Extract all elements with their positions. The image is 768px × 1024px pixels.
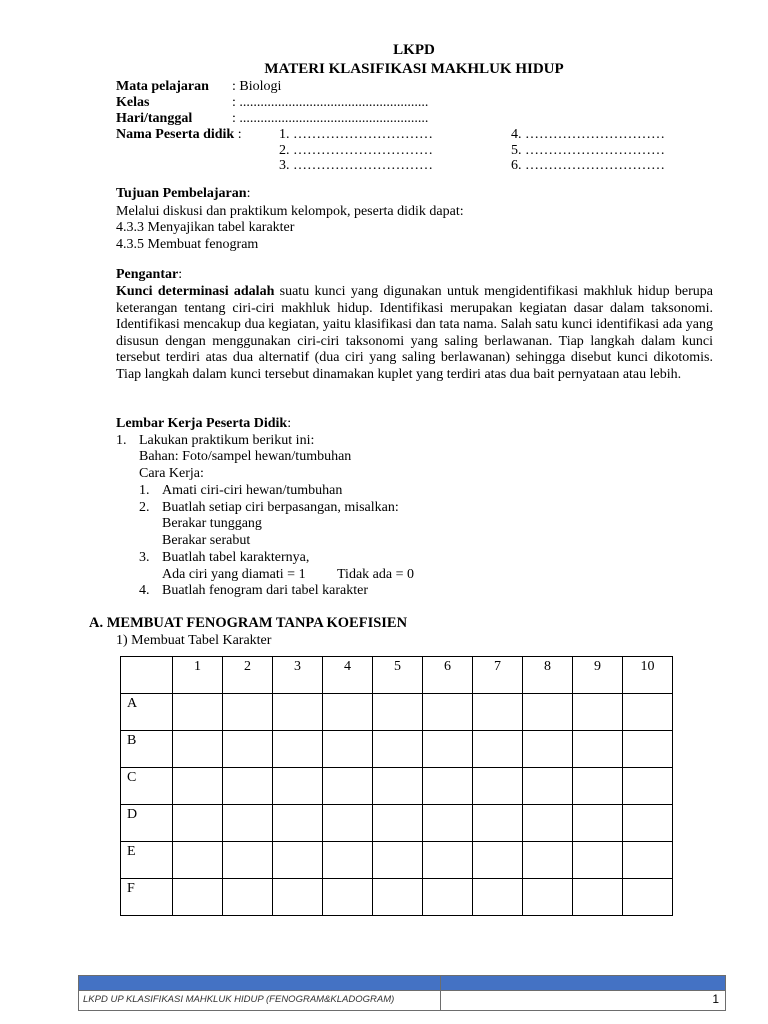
col-header: 3 xyxy=(273,657,323,694)
footer-bar-left xyxy=(79,976,440,990)
peserta-3: 3. ………………………… xyxy=(279,158,433,173)
table-cell[interactable] xyxy=(173,842,223,879)
step-text-4: Buatlah fenogram dari tabel karakter xyxy=(162,583,369,598)
tujuan-item-1: 4.3.3 Menyajikan tabel karakter xyxy=(116,220,295,235)
table-cell[interactable] xyxy=(423,694,473,731)
step-num-2: 2. xyxy=(139,500,150,515)
legend-ada: Ada ciri yang diamati = 1 xyxy=(162,567,306,582)
col-header: 4 xyxy=(323,657,373,694)
mapel-value: : Biologi xyxy=(232,79,282,94)
table-row xyxy=(121,768,673,805)
table-cell[interactable] xyxy=(473,842,523,879)
page-footer xyxy=(78,975,726,1011)
col-header: 9 xyxy=(573,657,623,694)
table-cell[interactable] xyxy=(473,879,523,916)
table-cell[interactable] xyxy=(573,842,623,879)
document-title: LKPD xyxy=(393,42,435,58)
example-serabut: Berakar serabut xyxy=(162,533,251,548)
peserta-5: 5. ………………………… xyxy=(511,143,665,158)
table-cell[interactable] xyxy=(273,842,323,879)
table-cell[interactable] xyxy=(273,768,323,805)
table-row xyxy=(121,731,673,768)
table-cell[interactable] xyxy=(273,694,323,731)
table-cell[interactable] xyxy=(623,842,673,879)
table-cell[interactable] xyxy=(373,768,423,805)
lkpd-step1-num: 1. xyxy=(116,433,127,448)
lkpd-cara: Cara Kerja: xyxy=(139,466,204,481)
table-cell[interactable] xyxy=(273,731,323,768)
table-cell[interactable] xyxy=(373,879,423,916)
table-cell[interactable] xyxy=(223,694,273,731)
tujuan-item-2: 4.3.5 Membuat fenogram xyxy=(116,237,259,252)
mapel-label: Mata pelajaran xyxy=(116,79,209,94)
col-header: 5 xyxy=(373,657,423,694)
col-header: 1 xyxy=(173,657,223,694)
table-cell[interactable] xyxy=(173,879,223,916)
footer-text: LKPD UP KLASIFIKASI MAHKLUK HIDUP (FENOGRAM&KLADOGRAM) xyxy=(83,994,395,1005)
document-subtitle: MATERI KLASIFIKASI MAKHLUK HIDUP xyxy=(264,61,564,77)
peserta-6: 6. ………………………… xyxy=(511,158,665,173)
peserta-4: 4. ………………………… xyxy=(511,127,665,142)
section-a-heading: A. MEMBUAT FENOGRAM TANPA KOEFISIEN xyxy=(89,615,408,631)
legend-tidak: Tidak ada = 0 xyxy=(337,567,414,582)
table-cell[interactable] xyxy=(473,694,523,731)
step-text-2: Buatlah setiap ciri berpasangan, misalkan: xyxy=(162,500,399,515)
table-cell[interactable] xyxy=(223,879,273,916)
table-cell[interactable] xyxy=(223,768,273,805)
table-cell[interactable] xyxy=(173,731,223,768)
table-cell[interactable] xyxy=(473,768,523,805)
table-cell[interactable] xyxy=(373,694,423,731)
table-cell[interactable] xyxy=(623,805,673,842)
character-table xyxy=(120,656,673,916)
table-cell[interactable] xyxy=(173,694,223,731)
table-cell[interactable] xyxy=(423,842,473,879)
col-header: 2 xyxy=(223,657,273,694)
nama-label: Nama Peserta didik : xyxy=(116,127,242,142)
table-cell[interactable] xyxy=(323,842,373,879)
table-cell[interactable] xyxy=(323,879,373,916)
table-row xyxy=(121,694,673,731)
table-cell[interactable] xyxy=(323,768,373,805)
table-cell[interactable] xyxy=(423,805,473,842)
hari-value: : ...................................................... xyxy=(232,111,429,126)
table-cell[interactable] xyxy=(423,879,473,916)
row-label: F xyxy=(121,879,173,916)
peserta-1: 1. ………………………… xyxy=(279,127,433,142)
col-header: 8 xyxy=(523,657,573,694)
pengantar-heading: Pengantar: xyxy=(116,267,183,282)
lkpd-heading: Lembar Kerja Peserta Didik: xyxy=(116,416,292,431)
table-cell[interactable] xyxy=(623,879,673,916)
table-cell[interactable] xyxy=(223,842,273,879)
row-label: A xyxy=(121,694,173,731)
table-corner-cell xyxy=(121,657,173,694)
table-cell[interactable] xyxy=(523,842,573,879)
table-cell[interactable] xyxy=(623,731,673,768)
table-cell[interactable] xyxy=(523,768,573,805)
step-num-1: 1. xyxy=(139,483,150,498)
footer-bar-right xyxy=(441,976,725,990)
table-cell[interactable] xyxy=(273,805,323,842)
page-number: 1 xyxy=(712,992,719,1006)
step-text-1: Amati ciri-ciri hewan/tumbuhan xyxy=(162,483,343,498)
table-cell[interactable] xyxy=(323,731,373,768)
lkpd-step1: Lakukan praktikum berikut ini: xyxy=(139,433,315,448)
table-cell[interactable] xyxy=(223,805,273,842)
step-text-3: Buatlah tabel karakternya, xyxy=(162,550,310,565)
table-header-row xyxy=(121,657,673,694)
footer-divider xyxy=(79,990,725,991)
col-header: 10 xyxy=(623,657,673,694)
table-cell[interactable] xyxy=(373,731,423,768)
row-label: E xyxy=(121,842,173,879)
table-cell[interactable] xyxy=(623,694,673,731)
table-cell[interactable] xyxy=(573,879,623,916)
table-cell[interactable] xyxy=(273,879,323,916)
table-cell[interactable] xyxy=(623,768,673,805)
step-num-3: 3. xyxy=(139,550,150,565)
peserta-2: 2. ………………………… xyxy=(279,143,433,158)
lkpd-bahan: Bahan: Foto/sampel hewan/tumbuhan xyxy=(139,449,352,464)
table-cell[interactable] xyxy=(423,731,473,768)
tujuan-heading: Tujuan Pembelajaran: xyxy=(116,186,251,201)
table-cell[interactable] xyxy=(173,768,223,805)
kelas-value: : ...................................................... xyxy=(232,95,429,110)
table-row xyxy=(121,842,673,879)
step-num-4: 4. xyxy=(139,583,150,598)
row-label: D xyxy=(121,805,173,842)
table-cell[interactable] xyxy=(473,731,523,768)
table-cell[interactable] xyxy=(573,805,623,842)
table-row xyxy=(121,805,673,842)
table-cell[interactable] xyxy=(573,768,623,805)
kelas-label: Kelas xyxy=(116,95,150,110)
pengantar-paragraph: Kunci determinasi adalah suatu kunci yang digunakan untuk mengidentifikasi makhluk hidup berupa keterangan tentang ciri-ciri makhluk hidup. Identifikasi merupakan kegiatan dasar dalam taksonomi. Identifikasi mencakup dua kegiatan, yaitu klasifikasi dan tata nama. Salah satu kunci identifikasi ada yang disusun dengan menggunakan ciri-ciri taksonomi yang saling berlawanan. Tiap langkah dalam kunci tersebut terdiri atas dua alternatif (dua ciri yang saling berlawanan) sehingga disebut kunci dikotomis. Tiap langkah dalam kunci tersebut dinamakan kuplet yang terdiri atas dua bait pernyataan atau lebih. xyxy=(116,284,714,382)
table-cell[interactable] xyxy=(573,731,623,768)
row-label: B xyxy=(121,731,173,768)
table-cell[interactable] xyxy=(323,694,373,731)
footer-separator xyxy=(440,976,441,1010)
table-cell[interactable] xyxy=(573,694,623,731)
table-cell[interactable] xyxy=(173,805,223,842)
table-cell[interactable] xyxy=(323,805,373,842)
table-cell[interactable] xyxy=(423,768,473,805)
table-cell[interactable] xyxy=(523,805,573,842)
col-header: 7 xyxy=(473,657,523,694)
table-row xyxy=(121,879,673,916)
table-cell[interactable] xyxy=(373,842,423,879)
table-cell[interactable] xyxy=(523,694,573,731)
tujuan-intro: Melalui diskusi dan praktikum kelompok, peserta didik dapat: xyxy=(116,204,464,219)
table-cell[interactable] xyxy=(523,731,573,768)
row-label: C xyxy=(121,768,173,805)
example-tunggang: Berakar tunggang xyxy=(162,516,262,531)
section-a-subheading: 1) Membuat Tabel Karakter xyxy=(116,633,272,648)
table-cell[interactable] xyxy=(223,731,273,768)
col-header: 6 xyxy=(423,657,473,694)
table-cell[interactable] xyxy=(473,805,523,842)
table-cell[interactable] xyxy=(523,879,573,916)
table-cell[interactable] xyxy=(373,805,423,842)
hari-label: Hari/tanggal xyxy=(116,111,193,126)
